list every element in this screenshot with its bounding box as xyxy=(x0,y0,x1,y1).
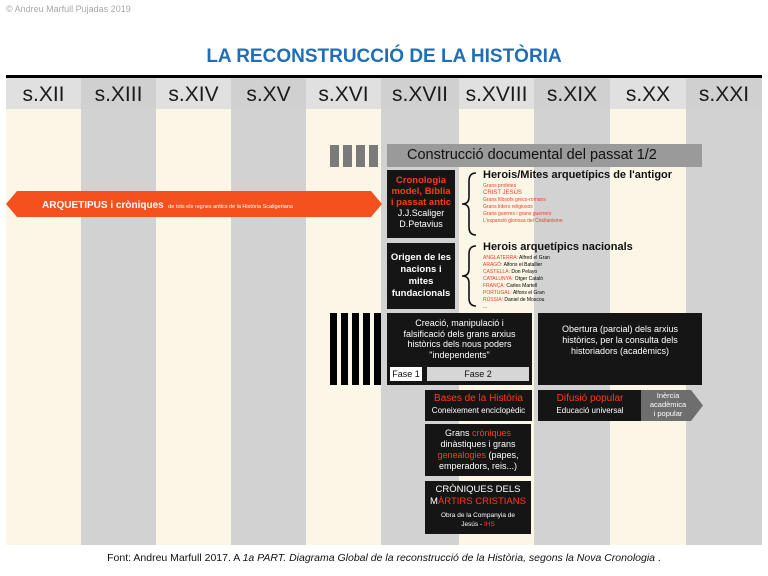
martyrs-red: ÀRTIRS CRISTIANS xyxy=(437,496,526,507)
section-header-text: Construcció documental del passat 1/2 xyxy=(407,147,657,163)
martyrs-box xyxy=(425,481,531,534)
country: RÚSSIA: xyxy=(483,297,504,303)
bases-sub: Coneixement enciclopèdic xyxy=(431,406,526,415)
martyrs-sub: Obra de la Companyia de xyxy=(440,512,516,519)
archetypes-main: ARQUETIPUS i cròniques xyxy=(42,200,164,211)
chronicles-line-1 xyxy=(425,428,531,439)
inertia-line: acadèmica xyxy=(649,400,687,409)
nations-box xyxy=(387,243,455,309)
inertia-label xyxy=(641,391,695,418)
footer-source xyxy=(0,552,768,564)
century-header: s.XIII xyxy=(81,78,156,109)
national-hero-item xyxy=(483,290,550,297)
chronology-name: J.J.Scaliger xyxy=(397,208,445,218)
chronology-box xyxy=(387,170,455,238)
timeline-stripe xyxy=(369,145,378,167)
chronicles-word: (papes, xyxy=(488,450,519,460)
diffusion-box xyxy=(538,390,642,421)
century-header: s.XX xyxy=(610,78,686,109)
martyrs-sub2-text: Jesús - xyxy=(461,521,484,528)
heroes-myths-item: Grans guerres i grans guerrers xyxy=(483,211,552,217)
hero: Alfons el Gran xyxy=(512,290,545,296)
century-header: s.XVIII xyxy=(459,78,534,109)
column-bg-1 xyxy=(81,78,156,545)
century-header: s.XIV xyxy=(156,78,231,109)
country: ARAGÓ: xyxy=(483,262,503,268)
hero: Alfred el Gran xyxy=(519,255,550,261)
century-header: s.XV xyxy=(231,78,306,109)
timeline-stripe xyxy=(330,145,339,167)
opening-line: Obertura (parcial) dels arxius xyxy=(561,324,679,334)
national-hero-item xyxy=(483,276,550,283)
column-bg-0 xyxy=(6,78,81,545)
national-hero-item xyxy=(483,297,550,304)
creation-line: falsificació dels grans arxius xyxy=(403,328,516,339)
heroes-myths-list xyxy=(483,183,563,225)
hero: Daniel de Moscou xyxy=(504,297,545,303)
brace-heroes xyxy=(459,171,479,237)
hero: Otger Cataló xyxy=(514,276,544,282)
country: PORTUGAL: xyxy=(483,290,512,296)
national-hero-item xyxy=(483,283,550,290)
country: CATALUNYA: xyxy=(483,276,514,282)
diffusion-sub: Educació universal xyxy=(556,406,624,415)
column-bg-3 xyxy=(231,78,306,545)
martyrs-initial: M xyxy=(430,496,438,507)
hero: Don Pelayo xyxy=(511,269,538,275)
timeline-bar xyxy=(341,313,348,385)
timeline-bar xyxy=(330,313,337,385)
chronology-line: model, Bíblia xyxy=(391,186,451,197)
inertia-line: Inèrcia xyxy=(656,391,680,400)
timeline-stripe xyxy=(356,145,365,167)
opening-box xyxy=(538,313,702,385)
inertia-line: i popular xyxy=(653,409,683,418)
opening-line: historiadors (acadèmics) xyxy=(570,346,670,356)
footer-pre: Font: Andreu Marfull 2017. A xyxy=(107,552,243,564)
country: CASTELLA: xyxy=(483,269,510,275)
nations-line: fundacionals xyxy=(391,288,451,299)
brace-heroes-path xyxy=(462,173,476,235)
nations-line: nacions i xyxy=(400,264,442,275)
heroes-myths-title: Herois/Mites arquetípics de l'antigor xyxy=(483,169,673,181)
national-hero-item xyxy=(483,262,550,269)
timeline-bar xyxy=(374,313,381,385)
chronology-name: D.Petavius xyxy=(399,219,443,229)
timeline-stripe xyxy=(343,145,352,167)
chronology-line: Cronologia xyxy=(395,175,447,186)
national-heroes-title: Herois arquetípics nacionals xyxy=(483,241,633,253)
column-bg-2 xyxy=(156,78,231,545)
martyrs-title-2 xyxy=(425,496,531,508)
national-heroes-ellipsis: ... xyxy=(483,304,488,310)
brace-national-path xyxy=(462,246,476,306)
national-heroes-list xyxy=(483,255,550,311)
martyrs-sub-2 xyxy=(425,520,531,529)
bases-box xyxy=(425,390,532,421)
chronicles-line-4: emperadors, reis...) xyxy=(438,461,518,471)
century-header: s.XXI xyxy=(686,78,762,109)
ihs-text: IHS xyxy=(483,521,495,528)
heroes-myths-item: Grans filòsofs greco-romans xyxy=(483,197,546,203)
page-title: LA RECONSTRUCCIÓ DE LA HISTÒRIA xyxy=(206,46,562,67)
archetypes-label xyxy=(42,195,372,213)
heroes-myths-item: CRIST JESÚS xyxy=(483,190,522,196)
archetypes-sub: de tots els regnes antics de la Història Scaligeriana xyxy=(168,204,293,210)
creation-line: "independents" xyxy=(429,349,490,360)
national-hero-item xyxy=(483,255,550,262)
opening-line: històrics, per la consulta dels xyxy=(562,335,678,345)
chronicles-red-word: cròniques xyxy=(472,428,512,438)
brace-national xyxy=(459,244,479,308)
diffusion-title: Difusió popular xyxy=(556,393,624,404)
chronicles-line-2: dinàstiques i grans xyxy=(440,439,516,449)
nations-line: mites xyxy=(408,276,434,287)
copyright-notice: © Andreu Marfull Pujadas 2019 xyxy=(6,4,131,14)
heroes-myths-item: Grans líders religiosos xyxy=(483,204,533,210)
phase-2-box: Fase 2 xyxy=(427,367,529,381)
century-header: s.XIX xyxy=(534,78,610,109)
section-header xyxy=(387,144,702,167)
nations-line: Origen de les xyxy=(390,252,452,263)
country: FRANÇA: xyxy=(483,283,505,289)
phase-1-box: Fase 1 xyxy=(390,367,422,381)
footer-post: . xyxy=(655,552,661,564)
century-header: s.XII xyxy=(6,78,81,109)
genealogies-word: genealogies xyxy=(437,450,486,460)
heroes-myths-item: L'expansió gloriosa del Cristianisme xyxy=(483,218,563,224)
creation-line: Creació, manipulació i xyxy=(415,318,504,328)
heroes-myths-item: Grans profetes xyxy=(483,183,517,189)
chronicles-box xyxy=(425,424,531,476)
footer-italic: 1a PART. Diagrama Global de la reconstrucció de la Història, segons la Nova Cronologia xyxy=(242,552,656,564)
creation-line: històrics dels nous poders xyxy=(407,339,512,349)
martyrs-title-1: CRÒNIQUES DELS xyxy=(435,484,521,495)
chronicles-line-3 xyxy=(425,450,531,461)
hero: Carles Martell xyxy=(506,283,538,289)
bases-title: Bases de la Història xyxy=(434,393,523,404)
century-header: s.XVII xyxy=(381,78,459,109)
country: ANGLATERRA: xyxy=(483,255,518,261)
hero: Alfons el Batallier xyxy=(503,262,543,268)
chronology-line: i passat antic xyxy=(390,197,452,208)
century-header: s.XVI xyxy=(306,78,381,109)
timeline-bar xyxy=(352,313,359,385)
chronicles-word: Grans xyxy=(444,428,470,438)
timeline-bar xyxy=(363,313,370,385)
national-hero-item xyxy=(483,269,550,276)
